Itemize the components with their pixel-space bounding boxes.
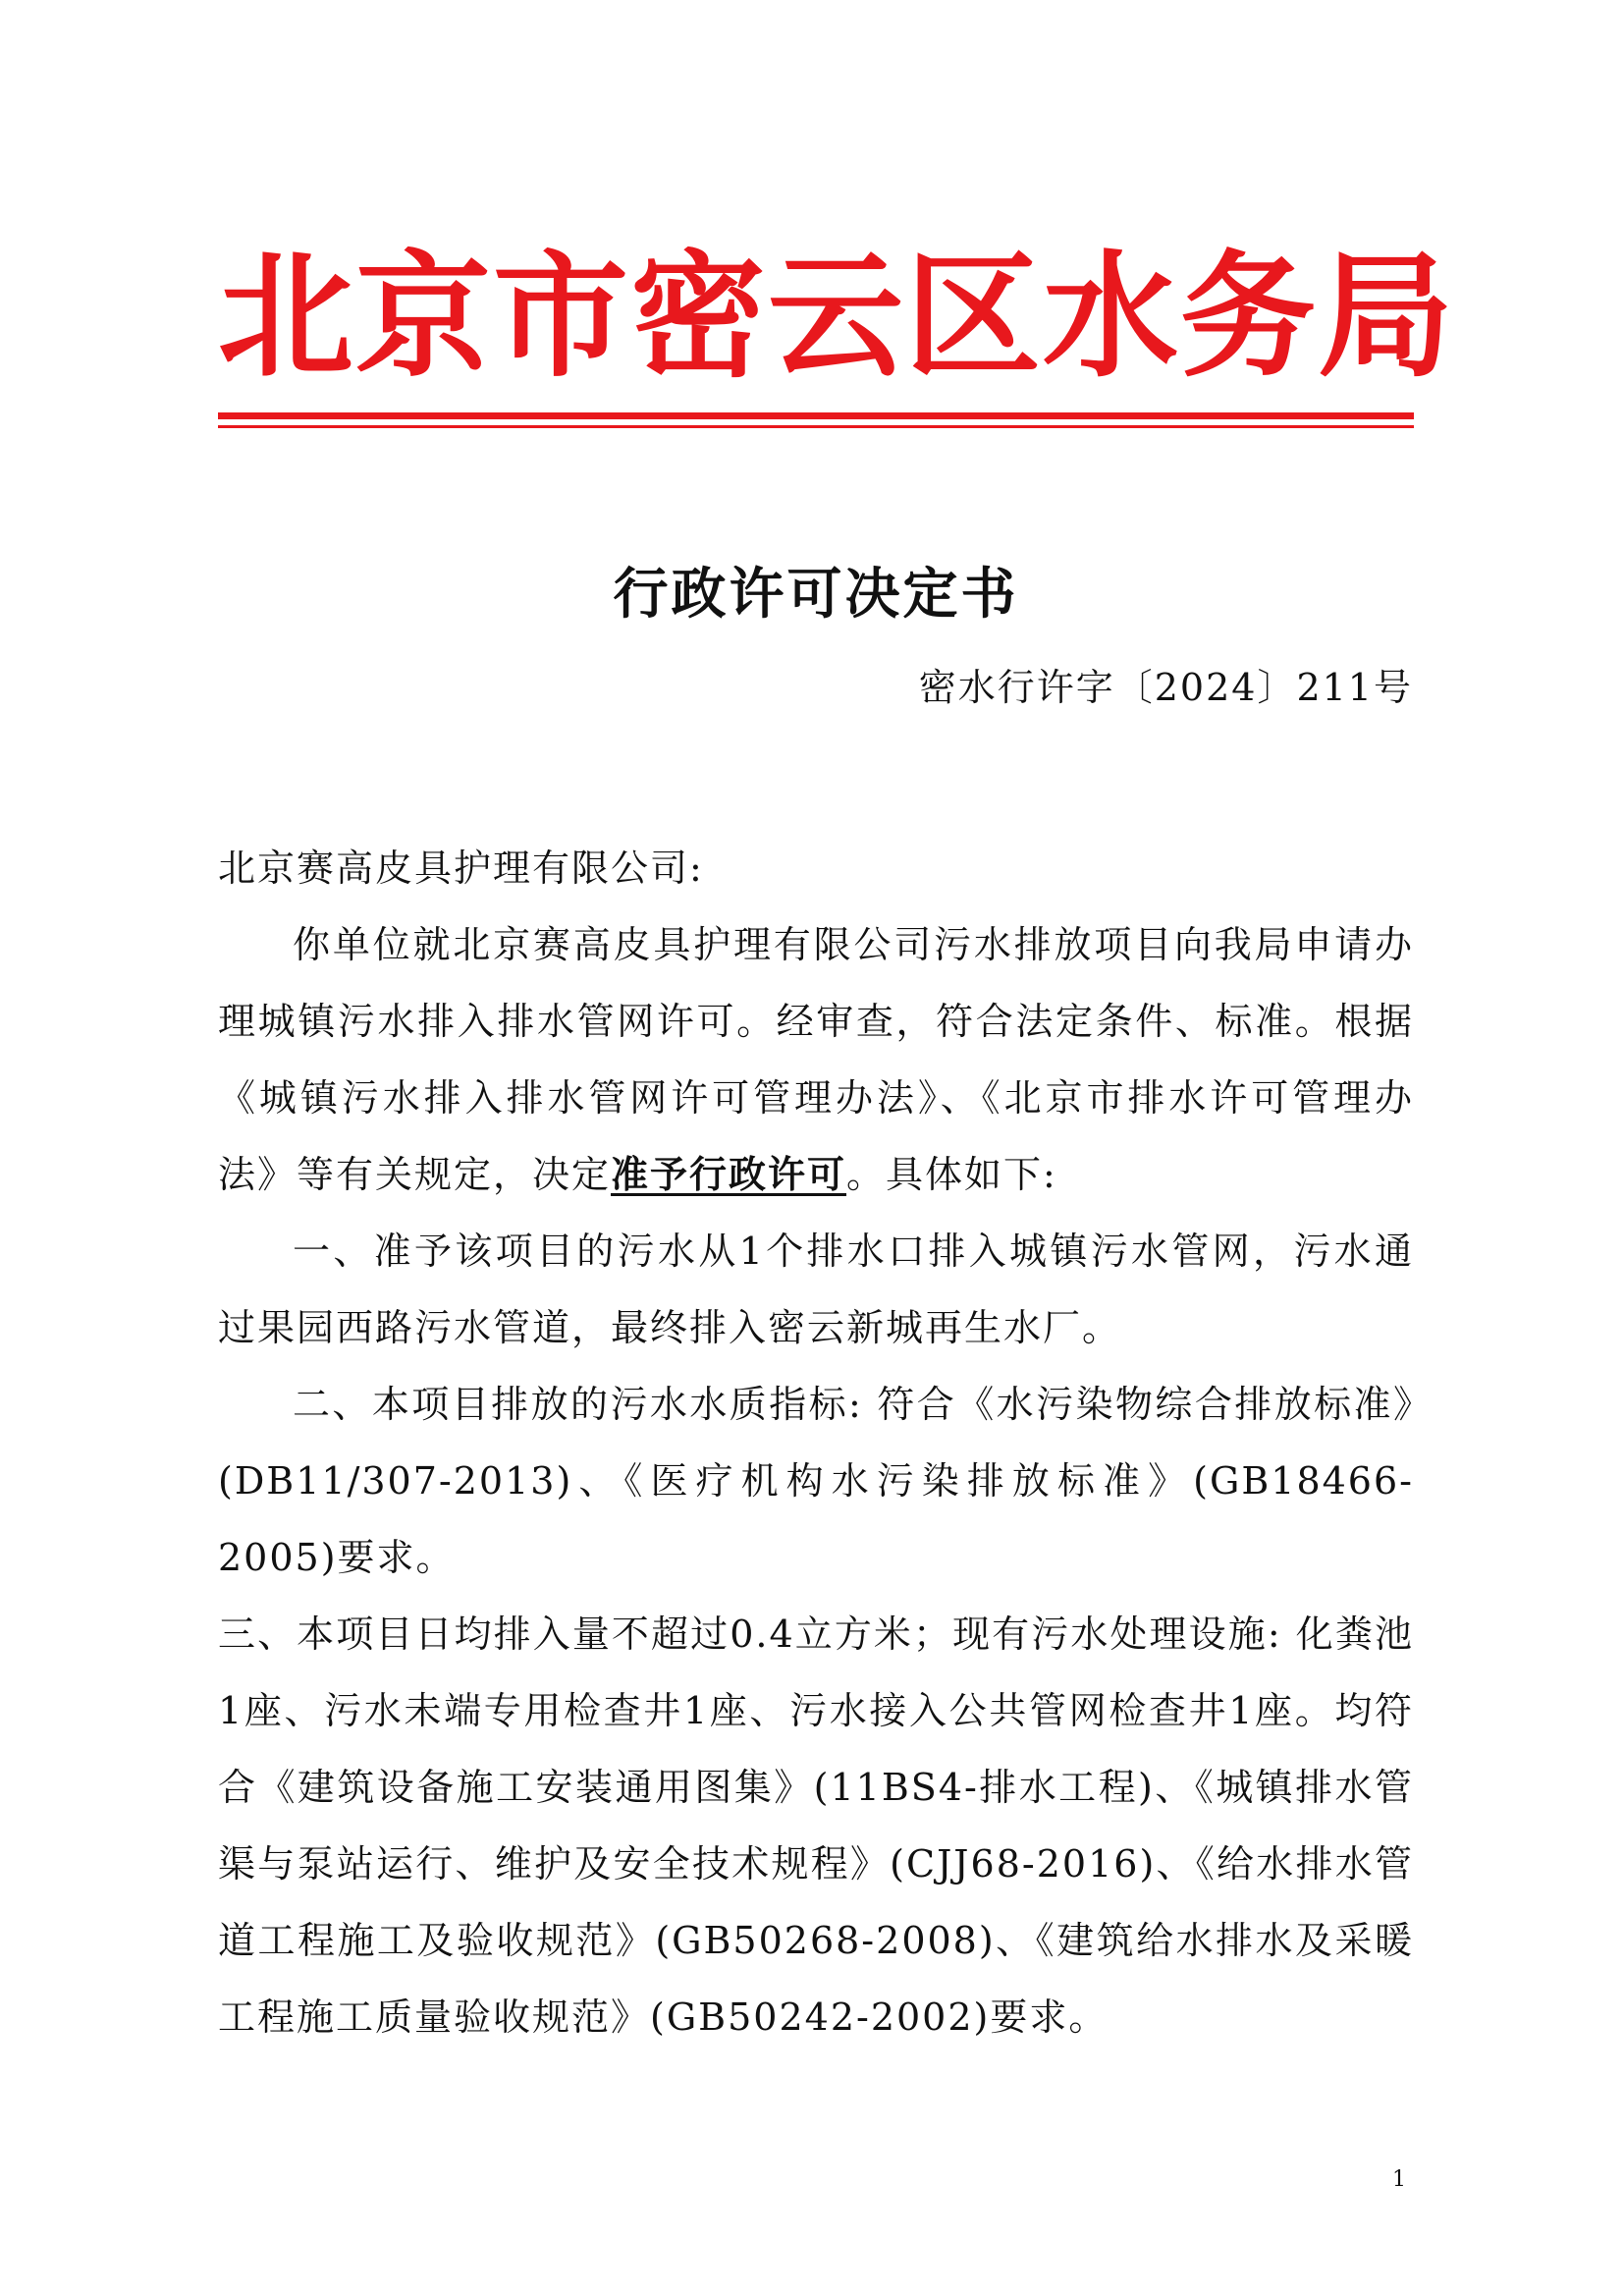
page-number: 1 bbox=[1392, 2167, 1406, 2192]
document-title: 行政许可决定书 bbox=[613, 562, 1019, 627]
item-2-paragraph: 二、本项目排放的污水水质指标: 符合《水污染物综合排放标准》(DB11/307-2013)、《医疗机构水污染排放标准》(GB18466-2005)要求。 bbox=[218, 1383, 1414, 1579]
masthead-rule-thin bbox=[218, 425, 1414, 428]
intro-text-end: 。具体如下: bbox=[846, 1153, 1057, 1196]
decision-highlight: 准予行政许可 bbox=[611, 1152, 847, 1196]
document-body bbox=[218, 830, 1414, 2055]
item-1-paragraph: 一、准予该项目的污水从1个排水口排入城镇污水管网，污水通过果园西路污水管道，最终排入密云新城再生水厂。 bbox=[218, 1230, 1414, 1349]
document-number: 密水行许字〔2024〕211号 bbox=[918, 666, 1413, 709]
masthead-rule-thick bbox=[218, 412, 1414, 419]
item-3-paragraph: 三、本项目日均排入量不超过0.4立方米；现有污水处理设施: 化粪池1座、污水未端专用检查井1座、污水接入公共管网检查井1座。均符合《建筑设备施工安装通用图集》(11BS4-排水工程)、《城镇排水管渠与泵站运行、维护及安全技术规程》(CJJ68-2016)、《给水排水管道工程施工及验收规范》(GB50268-2008)、《建筑给水排水及采暖工程施工质量验收规范》(GB50242-2002)要求。 bbox=[218, 1613, 1414, 2039]
agency-masthead: 北京市密云区水务局 bbox=[218, 236, 1456, 396]
intro-paragraph bbox=[218, 906, 1414, 1213]
intro-text: 你单位就北京赛高皮具护理有限公司污水排放项目向我局申请办理城镇污水排入排水管网许可。经审查，符合法定条件、标准。根据《城镇污水排入排水管网许可管理办法》、《北京市排水许可管理办法》等有关规定，决定 bbox=[218, 923, 1414, 1196]
recipient-line: 北京赛高皮具护理有限公司: bbox=[218, 847, 704, 890]
